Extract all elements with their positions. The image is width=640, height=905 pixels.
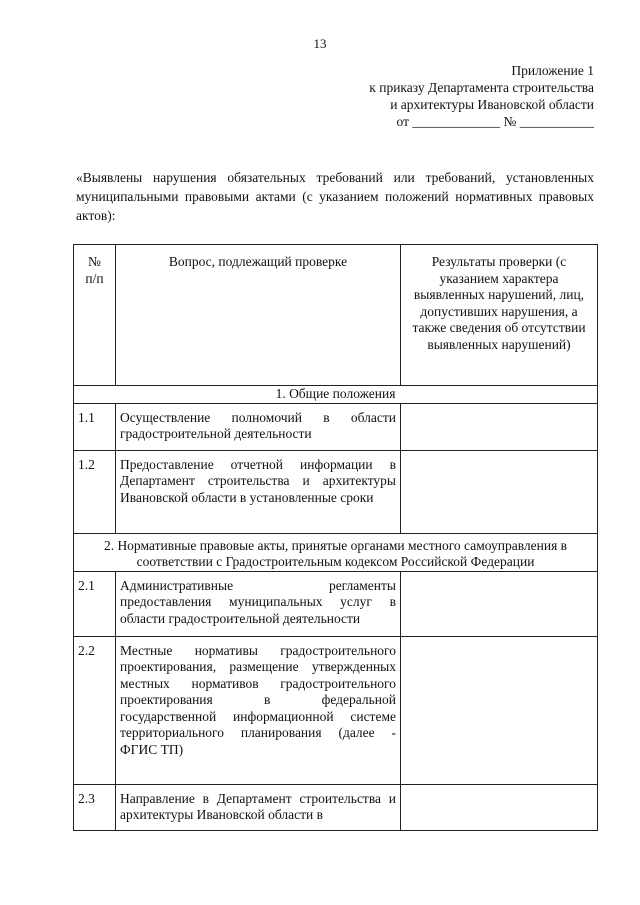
row-result-cell[interactable] — [401, 636, 598, 784]
page-number: 13 — [313, 36, 327, 51]
header-number-label: № п/п — [85, 254, 104, 286]
inspection-table — [73, 244, 598, 831]
appendix-department-line: и архитектуры Ивановской области — [390, 97, 594, 112]
table-row — [74, 403, 598, 450]
section-title: 2. Нормативные правовые акты, принятые органами местного самоуправления в соответствии с Градостроительным кодексом Российской Федерации — [74, 533, 598, 571]
section-row-general — [74, 386, 598, 404]
table-row — [74, 784, 598, 830]
row-number: 2.1 — [74, 571, 116, 636]
row-number: 2.3 — [74, 784, 116, 830]
section-row-normative-acts — [74, 533, 598, 571]
table-header-row — [74, 245, 598, 386]
row-number: 1.2 — [74, 450, 116, 533]
row-question: Направление в Департамент строительства и архитектуры Ивановской области в — [116, 784, 401, 830]
appendix-title: Приложение 1 — [511, 63, 594, 78]
row-number: 2.2 — [74, 636, 116, 784]
row-question: Административные регламенты предоставления муниципальных услуг в области градостроительной деятельности — [116, 571, 401, 636]
appendix-order-line: к приказу Департамента строительства — [369, 80, 594, 95]
row-number: 1.1 — [74, 403, 116, 450]
section-title: 1. Общие положения — [74, 386, 598, 404]
row-result-cell[interactable] — [401, 450, 598, 533]
row-result-cell[interactable] — [401, 784, 598, 830]
row-result-cell[interactable] — [401, 403, 598, 450]
table-row — [74, 636, 598, 784]
header-number — [74, 245, 116, 386]
appendix-header — [294, 62, 594, 130]
appendix-date-number-line: от _____________ № ___________ — [396, 114, 594, 129]
row-result-cell[interactable] — [401, 571, 598, 636]
table-row — [74, 450, 598, 533]
table-row — [74, 571, 598, 636]
row-question: Предоставление отчетной информации в Департамент строительства и архитектуры Ивановской области в установленные сроки — [116, 450, 401, 533]
header-result: Результаты проверки (с указанием характера выявленных нарушений, лиц, допустивших нарушения, а также сведения об отсутствии выявленных нарушений) — [401, 245, 598, 386]
intro-paragraph: «Выявлены нарушения обязательных требований или требований, установленных муниципальными правовыми актами (с указанием положений нормативных правовых актов): — [76, 170, 594, 223]
row-question: Местные нормативы градостроительного проектирования, размещение утвержденных местных нормативов градостроительного проектирования в федеральной государственной информационной системе территориального планирования (далее - ФГИС ТП) — [116, 636, 401, 784]
row-question: Осуществление полномочий в области градостроительной деятельности — [116, 403, 401, 450]
header-question: Вопрос, подлежащий проверке — [116, 245, 401, 386]
